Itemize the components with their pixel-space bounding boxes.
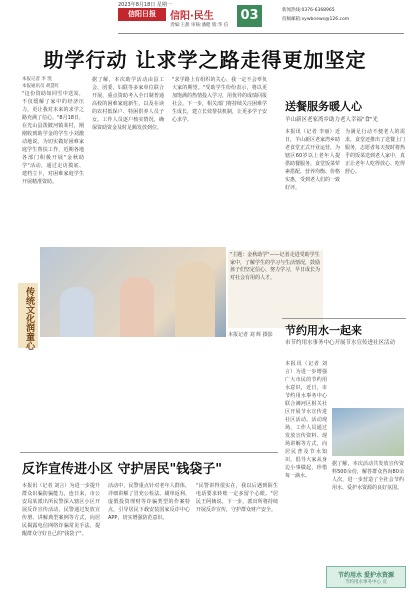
story4-col2: 活动中，民警重点针对老年人群体，详细讲解了冒充公检法、刷单返利、虚假投资理财等诈骗类型的作案特点，引导居民下载安装国家反诈中心APP，切实增强防范意识。 [108, 483, 190, 521]
main-headline: 助学行动 让求学之路走得更加坚定 [43, 48, 367, 72]
children-reading-photo [40, 247, 226, 337]
vertical-label: 传统文化润童心 [24, 287, 34, 350]
adult-figure [175, 262, 215, 337]
photo-credit: 本报记者 刘 辉 摄影 [228, 332, 273, 338]
main-story-col3: "求学路上有组织的关心，我一定不会辜负大家的期望。"受助学生纷纷表示，将以更加饱满的热情投入学习，用优异的成绩回报社会。下一步，相关部门将持续关注困难学生成长，建立长效帮扶机制，让更多学子安心求学。 [172, 77, 267, 123]
contact-info [282, 6, 349, 24]
issue-date: 2023年8月18日 星期一 [118, 2, 172, 8]
water-campaign-photo [332, 408, 404, 456]
photo-caption: "主题：金秋助学"——记者走进受助学生家中，了解学生的学习与生活情况，鼓励孩子们坚定信心、努力学习，早日成长为对社会有用的人才。 [228, 250, 323, 328]
story2-col1: 本报讯（记者 李丽）近日，羊山新区老家湾乡助老食堂正式开业运营，为辖区60岁以上老年人提供助餐服务。食堂饭菜荤素搭配、营养均衡、价格实惠，受到老人们的一致好评。 [285, 129, 340, 191]
body-text: "这份资助如同雪中送炭，不仅缓解了家中的经济压力，更让我对未来的求学之路充满了信心。"8月18日，在光山县泼陂河镇某村，刚刚收到助学金的学生小刘激动地说。为切实做好困难家庭学生帮扶工作，近期各地各部门积极开展"金秋助学"活动，通过走访摸底、建档立卡，对困难家庭学生开展精准资助。 [22, 91, 84, 185]
story3-col2: 据了解，本次活动共发放宣传资料500余份，解答群众咨询80余人次，进一步营造了全社会节约用水、爱护水资源的良好氛围。 [332, 461, 404, 491]
page-number: 03 [237, 5, 262, 27]
story4-col1: 本报讯（记者 刘言）为进一步提升群众识骗防骗能力，连日来，市公安局某派出所民警深入辖区小区开展反诈宣传活动。民警通过发放宣传册、讲解典型案例等方式，向居民揭露电信网络诈骗常见手法，提醒群众守好自己的"钱袋子"。 [22, 483, 100, 537]
story3-deck: 市节约用水事务中心开展节水宣传进社区活动 [285, 340, 396, 346]
hotline-text: 新闻热线:0376-6368965 [282, 8, 335, 13]
child-figure [120, 277, 154, 337]
section-divider [282, 318, 406, 319]
story2-col2: 为满足行动不便老人的需求，食堂还推出了送餐上门服务，志愿者每天按时将热乎的饭菜送到老人家中，真正让老年人吃得放心、吃得舒心。 [345, 129, 405, 175]
section-divider [20, 452, 278, 453]
story2-headline: 送餐服务暖人心 [285, 100, 362, 113]
main-story-col2: 据了解，本次助学活动由县工会、团委、妇联等多家单位联合开展，重点资助考入全日制普通高校的困难家庭新生，以及在读的农村低保户、特困供养人员子女。工作人员逐户核实情况，确保资助资金及时足额发放到位。 [92, 77, 164, 131]
child-figure [60, 287, 94, 337]
header-rule [118, 33, 404, 34]
banner-subtitle: 节约用水事务中心 宣 [345, 580, 387, 585]
story3-col1: 本报讯（记者 刘言）为进一步增强广大市民的节约用水意识，近日，市节约用水事务中心联合浉河区相关社区开展节水宣传进社区活动。活动现场，工作人员通过发放宣传资料、现场讲解等方式，向居民普及节水知识，倡导大家从身边小事做起，珍惜每一滴水。 [285, 361, 327, 479]
email-text: 投稿邮箱:xywbnews@126.com [282, 17, 350, 22]
story4-col3: "民警讲得很实在，我以后遇到陌生电话要求转账一定多留个心眼。"居民王阿姨说。下一步，派出所将持续开展反诈宣传，守护群众财产安全。 [196, 483, 278, 513]
story2-deck: 羊山新区老家湾乡助力老人幸福"食"光 [285, 117, 379, 123]
main-story-col1 [22, 76, 84, 246]
banner-title: 节约用水 爱护水资源 [337, 572, 395, 579]
editors-line: 责编:王甜 审核:潘健 版:华 信 [170, 23, 229, 28]
story3-headline: 节约用水一起来 [285, 324, 362, 337]
section-title: 信阳·民生 [170, 11, 214, 22]
masthead [0, 0, 410, 42]
byline-correspondent: 本报通讯员 胡慧红 [22, 84, 60, 89]
paper-logo: 信阳日报 [118, 8, 166, 21]
byline-reporter: 本报记者 李 凯 [22, 77, 52, 82]
story4-headline: 反诈宣传进小区 守护居民"钱袋子" [22, 462, 223, 477]
water-saving-banner [326, 566, 406, 588]
